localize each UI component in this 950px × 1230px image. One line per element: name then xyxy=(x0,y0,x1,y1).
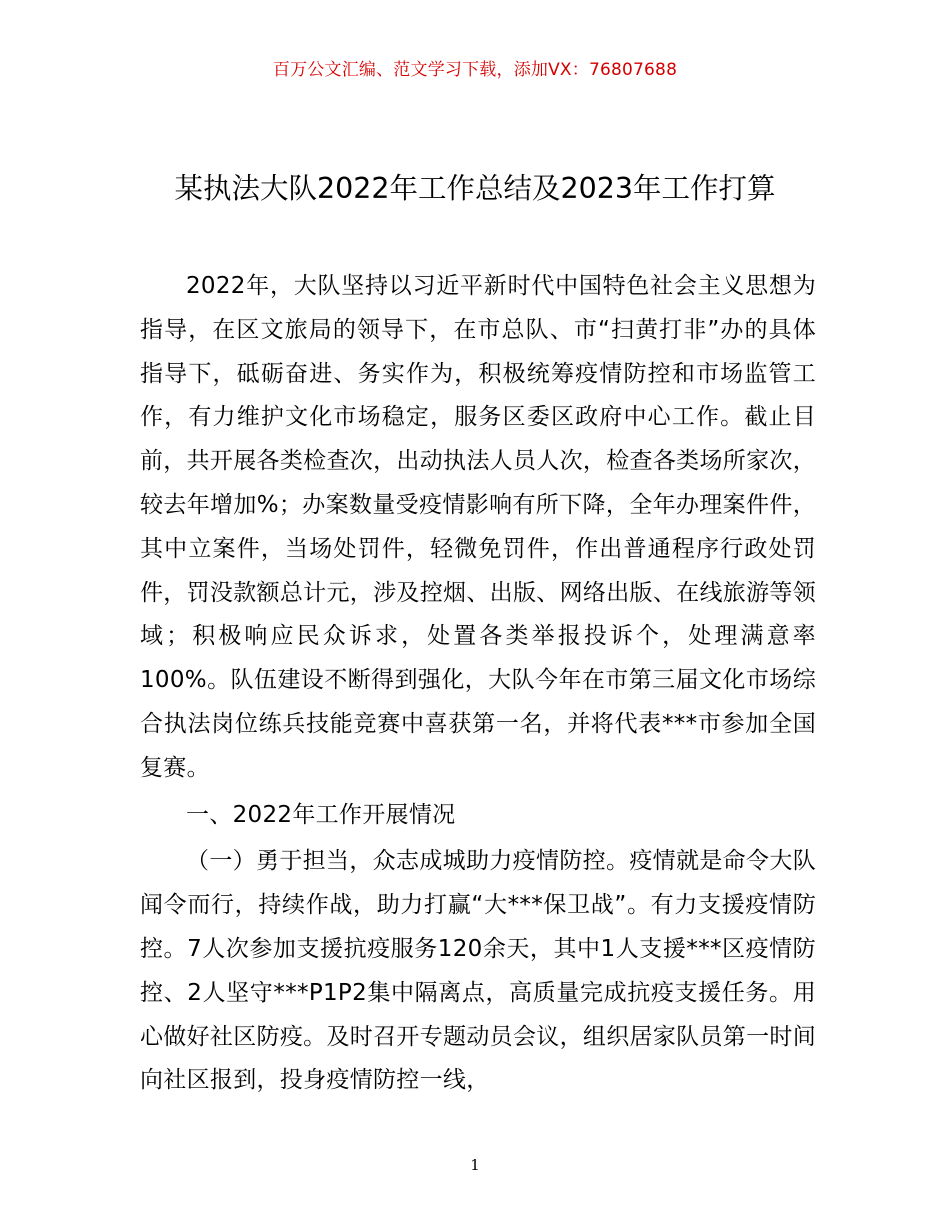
section-heading: 一、2022年工作开展情况 xyxy=(186,801,456,828)
document-body xyxy=(140,265,816,1106)
document-title: 某执法大队2022年工作总结及2023年工作打算 xyxy=(174,172,776,205)
header-watermark: 百万公文汇编、范文学习下载，添加VX：76807688 xyxy=(272,60,678,80)
intro-paragraph: 2022年，大队坚持以习近平新时代中国特色社会主义思想为指导，在区文旅局的领导下，在市总队、市“扫黄打非”办的具体指导下，砥砺奋进、务实作为，积极统筹疫情防控和市场监管工作，有力维护文化市场稳定，服务区委区政府中心工作。截止目前，共开展各类检查次，出动执法人员人次，检查各类场所家次，较去年增加%；办案数量受疫情影响有所下降，全年办理案件件，其中立案件，当场处罚件，轻微免罚件，作出普通程序行政处罚件，罚没款额总计元，涉及控烟、出版、网络出版、在线旅游等领域；积极响应民众诉求，处置各类举报投诉个，处理满意率100%。队伍建设不断得到强化，大队今年在市第三届文化市场综合执法岗位练兵技能竞赛中喜获第一名，并将代表***市参加全国复赛。 xyxy=(140,273,816,781)
section-paragraph: （一）勇于担当，众志成城助力疫情防控。疫情就是命令大队闻令而行，持续作战，助力打赢“大***保卫战”。有力支援疫情防控。7人次参加支援抗疫服务120余天，其中1人支援***区疫情防控、2人坚守***P1P2集中隔离点，高质量完成抗疫支援任务。用心做好社区防疫。及时召开专题动员会议，组织居家队员第一时间向社区报到，投身疫情防控一线， xyxy=(140,848,816,1094)
page-number: 1 xyxy=(470,1156,480,1174)
